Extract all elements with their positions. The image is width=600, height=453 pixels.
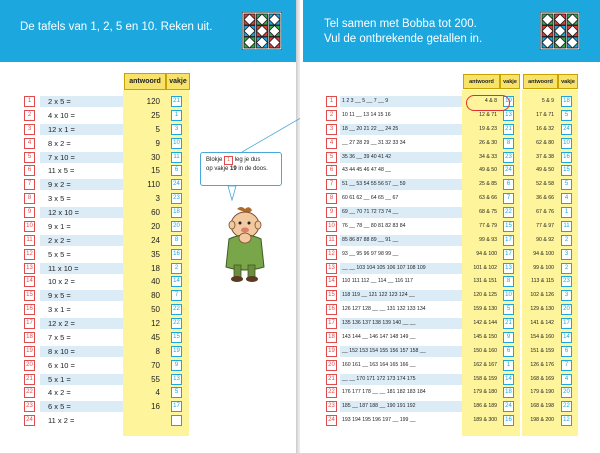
vakje-box-1[interactable]: 21	[503, 124, 514, 135]
answer-value[interactable]: 8	[155, 347, 160, 356]
vakje-box-1[interactable]: 6	[503, 346, 514, 357]
number-sequence: 185 __ 187 188 __ 190 191 192	[342, 403, 416, 409]
vakje-box-1[interactable]: 18	[503, 387, 514, 398]
row-number: 24	[326, 415, 337, 426]
answer-pair-1[interactable]: 120 & 125	[473, 292, 497, 298]
row-number: 3	[326, 124, 337, 135]
vakje-box[interactable]: 19	[171, 346, 182, 357]
answer-pair-1[interactable]: 131 & 151	[473, 278, 497, 284]
number-sequence: 118 119 __ 121 122 123 124 __	[342, 292, 415, 298]
number-sequence: 35 36 __ 39 40 41 42	[342, 154, 392, 160]
answer-pair-2[interactable]: 141 & 142	[530, 320, 554, 326]
vakje-box-1[interactable]: 8	[503, 276, 514, 287]
answer-pair-1[interactable]: 158 & 159	[473, 376, 497, 382]
vakje-box[interactable]: 24	[171, 179, 182, 190]
vakje-box-1[interactable]: 6	[503, 179, 514, 190]
row-number: 18	[326, 332, 337, 343]
answer-pair-2[interactable]: 36 & 66	[536, 195, 554, 201]
vakje-box-2[interactable]: 11	[561, 221, 572, 232]
row-number: 7	[326, 179, 337, 190]
answer-pair-2[interactable]: 67 & 76	[536, 209, 554, 215]
multiplication-expression: 9 x 5 =	[48, 291, 71, 300]
row-number: 16	[24, 304, 35, 315]
row-number: 11	[326, 235, 337, 246]
answer-pair-1[interactable]: 145 & 150	[473, 334, 497, 340]
vakje-box-2[interactable]: 22	[561, 401, 572, 412]
multiplication-expression: 7 x 5 =	[48, 333, 71, 342]
answer-value[interactable]: 24	[151, 236, 160, 245]
vakje-box-1[interactable]: 14	[503, 374, 514, 385]
row-number: 20	[326, 360, 337, 371]
col-antwoord-header: antwoord	[124, 73, 166, 90]
hint-bubble	[200, 152, 282, 186]
vakje-box[interactable]: 9	[171, 360, 182, 371]
number-sequence: 143 144 __ 146 147 148 149 __	[342, 334, 416, 340]
vakje-box[interactable]: 10	[171, 138, 182, 149]
answer-pair-1[interactable]: 25 & 85	[479, 181, 497, 187]
vakje-box[interactable]: 20	[171, 221, 182, 232]
vakje-box[interactable]: 5	[171, 387, 182, 398]
number-sequence: 18 __ 20 21 22 __ 24 25	[342, 126, 399, 132]
vakje-box-1[interactable]: 24	[503, 165, 514, 176]
vakje-box-1[interactable]: 23	[503, 152, 514, 163]
answer-pair-1[interactable]: 150 & 160	[473, 348, 497, 354]
number-sequence: __ 27 28 29 __ 31 32 33 34	[342, 140, 406, 146]
answer-value[interactable]: 60	[151, 208, 160, 217]
vakje-box-2[interactable]: 5	[561, 179, 572, 190]
col2-antwoord-header: antwoord	[523, 74, 558, 89]
number-sequence: 135 136 137 138 139 140 __ __	[342, 320, 416, 326]
vakje-box-2[interactable]: 2	[561, 263, 572, 274]
answer-pair-1[interactable]: 94 & 100	[476, 251, 497, 257]
vakje-box[interactable]: 2	[171, 263, 182, 274]
answer-value[interactable]: 35	[151, 250, 160, 259]
answer-pair-1[interactable]: 49 & 50	[479, 167, 497, 173]
pattern-tile-icon	[540, 12, 580, 50]
row-number: 12	[326, 249, 337, 260]
col-vakje-header: vakje	[166, 73, 190, 90]
answer-value[interactable]: 45	[151, 333, 160, 342]
number-sequence: 176 177 178 __ __ 181 182 183 184	[342, 389, 426, 395]
vakje-box-2[interactable]: 24	[561, 124, 572, 135]
multiplication-expression: 8 x 10 =	[48, 347, 75, 356]
number-sequence: 93 __ 95 96 97 98 99 __	[342, 251, 399, 257]
number-sequence: 193 194 195 196 197 __ 199 __	[342, 417, 416, 423]
number-sequence: __ __ 103 104 105 106 107 108 109	[342, 265, 426, 271]
answer-value[interactable]: 3	[155, 194, 160, 203]
answer-pair-2[interactable]: 5 & 9	[541, 98, 554, 104]
vakje-box-1[interactable]: 19	[503, 96, 514, 107]
right-title-line2: Vul de ontbrekende getallen in.	[324, 33, 483, 45]
multiplication-expression: 3 x 1 =	[48, 305, 71, 314]
vakje-box-2[interactable]: 4	[561, 374, 572, 385]
multiplication-expression: 11 x 5 =	[48, 166, 75, 175]
number-sequence: 69 __ 70 71 72 73 74 __	[342, 209, 399, 215]
multiplication-expression: 12 x 1 =	[48, 125, 75, 134]
row-number: 5	[326, 152, 337, 163]
vakje-box-1[interactable]: 21	[503, 318, 514, 329]
multiplication-expression: 9 x 2 =	[48, 180, 71, 189]
col1-antwoord-header: antwoord	[463, 74, 500, 89]
row-number: 14	[326, 276, 337, 287]
answer-value[interactable]: 9	[155, 139, 160, 148]
answer-value[interactable]: 15	[151, 166, 160, 175]
answer-pair-2[interactable]: 129 & 130	[530, 306, 554, 312]
answer-value[interactable]: 4	[155, 388, 160, 397]
row-number: 15	[24, 290, 35, 301]
left-title: De tafels van 1, 2, 5 en 10. Reken uit.	[20, 21, 213, 33]
answer-pair-2[interactable]: 77 & 97	[536, 223, 554, 229]
answer-pair-2[interactable]: 99 & 100	[533, 265, 554, 271]
answer-pair-1[interactable]: 101 & 102	[473, 265, 497, 271]
answer-pair-1[interactable]: 159 & 130	[473, 306, 497, 312]
row-number: 22	[326, 387, 337, 398]
row-number: 3	[24, 124, 35, 135]
row-number: 24	[24, 415, 35, 426]
multiplication-expression: 5 x 5 =	[48, 250, 71, 259]
vakje-box-1[interactable]: 22	[503, 207, 514, 218]
vakje-box-1[interactable]: 24	[503, 401, 514, 412]
answer-pair-2[interactable]: 94 & 100	[533, 251, 554, 257]
bubble-vakje-number: 19	[230, 166, 237, 172]
answer-value[interactable]: 16	[151, 402, 160, 411]
answer-pair-2[interactable]: 49 & 50	[536, 167, 554, 173]
vakje-box-2[interactable]: 17	[561, 318, 572, 329]
vakje-box-1[interactable]: 7	[503, 193, 514, 204]
number-sequence: 85 86 87 88 89 __ 91 __	[342, 237, 399, 243]
vakje-box[interactable]: 22	[171, 304, 182, 315]
bubble-text-1: Blokje	[206, 157, 223, 163]
answer-pair-1[interactable]: 34 & 33	[479, 154, 497, 160]
vakje-box-1[interactable]: 1	[503, 360, 514, 371]
row-number: 5	[24, 152, 35, 163]
answer-pair-2[interactable]: 151 & 159	[530, 348, 554, 354]
vakje-box-2[interactable]: 14	[561, 332, 572, 343]
answer-pair-1[interactable]: 68 & 75	[479, 209, 497, 215]
answer-value[interactable]: 110	[147, 180, 160, 189]
answer-pair-2[interactable]: 90 & 92	[536, 237, 554, 243]
vakje-box[interactable]: 14	[171, 276, 182, 287]
row-number: 13	[326, 263, 337, 274]
answer-pair-2[interactable]: 113 & 115	[531, 278, 554, 284]
multiplication-expression: 4 x 2 =	[48, 388, 71, 397]
answer-pair-2[interactable]: 37 & 38	[536, 154, 554, 160]
vakje-box-2[interactable]: 4	[561, 193, 572, 204]
number-sequence: 43 44 45 46 47 48 __	[342, 167, 392, 173]
row-number: 21	[326, 374, 337, 385]
vakje-box[interactable]: 15	[171, 332, 182, 343]
row-number: 17	[24, 318, 35, 329]
answer-pair-1[interactable]: 189 & 300	[473, 417, 497, 423]
answer-pair-2[interactable]: 168 & 198	[530, 403, 554, 409]
multiplication-expression: 6 x 10 =	[48, 361, 75, 370]
vakje-box-1[interactable]: 17	[503, 235, 514, 246]
row-number: 1	[326, 96, 337, 107]
row-number: 19	[24, 346, 35, 357]
answer-pair-2[interactable]: 62 & 80	[536, 140, 554, 146]
multiplication-expression: 2 x 2 =	[48, 236, 71, 245]
number-sequence: 110 111 112 __ 114 __ 116 117	[342, 278, 413, 284]
answer-value[interactable]: 40	[151, 277, 160, 286]
vakje-box-1[interactable]: 8	[503, 138, 514, 149]
vakje-box-1[interactable]: 5	[503, 304, 514, 315]
number-sequence: __ __ 170 171 172 173 174 175	[342, 376, 416, 382]
row-number: 12	[24, 249, 35, 260]
vakje-box-2[interactable]: 12	[561, 415, 572, 426]
row-number: 16	[326, 304, 337, 315]
answer-pair-2[interactable]: 102 & 126	[530, 292, 554, 298]
vakje-box[interactable]: 21	[171, 96, 182, 107]
vakje-box-2[interactable]: 3	[561, 249, 572, 260]
row-number: 10	[24, 221, 35, 232]
row-number: 6	[326, 165, 337, 176]
row-number: 10	[326, 221, 337, 232]
row-number: 21	[24, 374, 35, 385]
col1-vakje-header: vakje	[500, 74, 520, 89]
answer-value[interactable]: 20	[151, 222, 160, 231]
answer-value[interactable]: 80	[151, 291, 160, 300]
vakje-box-2[interactable]: 2	[561, 235, 572, 246]
vakje-box-2[interactable]: 15	[561, 165, 572, 176]
example-highlight-circle	[466, 95, 510, 111]
number-sequence: 10 11 __ 13 14 15 16	[342, 112, 391, 118]
vakje-box[interactable]: 7	[171, 290, 182, 301]
vakje-box-1[interactable]: 13	[503, 110, 514, 121]
vakje-box-2[interactable]: 6	[561, 346, 572, 357]
vakje-box[interactable]: 1	[171, 110, 182, 121]
vakje-box[interactable]: 22	[171, 318, 182, 329]
vakje-box[interactable]: 8	[171, 235, 182, 246]
answer-pair-1[interactable]: 4 & 8	[484, 98, 497, 104]
multiplication-expression: 4 x 10 =	[48, 111, 75, 120]
multiplication-expression: 8 x 2 =	[48, 139, 71, 148]
vakje-box-1[interactable]: 13	[503, 263, 514, 274]
row-number: 9	[24, 207, 35, 218]
vakje-box[interactable]: 23	[171, 193, 182, 204]
vakje-box-2[interactable]: 20	[561, 387, 572, 398]
multiplication-expression: 12 x 2 =	[48, 319, 75, 328]
row-number: 23	[326, 401, 337, 412]
multiplication-expression: 9 x 1 =	[48, 222, 71, 231]
bobba-character-icon	[215, 205, 275, 285]
multiplication-expression: 5 x 1 =	[48, 375, 71, 384]
vakje-box-2[interactable]: 20	[561, 304, 572, 315]
answer-pair-1[interactable]: 186 & 189	[473, 403, 497, 409]
answer-pair-2[interactable]: 126 & 176	[530, 362, 554, 368]
vakje-box[interactable]: 11	[171, 152, 182, 163]
row-number: 4	[24, 138, 35, 149]
answer-pair-1[interactable]: 99 & 93	[479, 237, 497, 243]
row-number: 2	[24, 110, 35, 121]
multiplication-expression: 2 x 5 =	[48, 97, 71, 106]
number-sequence: 76 __ 78 __ 80 81 82 83 84	[342, 223, 406, 229]
row-number: 7	[24, 179, 35, 190]
number-sequence: 160 161 __ 163 164 165 166 __	[342, 362, 416, 368]
vakje-box[interactable]: 3	[171, 124, 182, 135]
answer-pair-2[interactable]: 198 & 200	[530, 417, 554, 423]
row-number: 13	[24, 263, 35, 274]
answer-value[interactable]: 70	[151, 361, 160, 370]
answer-pair-1[interactable]: 26 & 30	[479, 140, 497, 146]
row-number: 20	[24, 360, 35, 371]
answer-pair-2[interactable]: 16 & 32	[536, 126, 554, 132]
multiplication-expression: 7 x 10 =	[48, 153, 75, 162]
answer-pair-1[interactable]: 179 & 180	[473, 389, 497, 395]
answer-value[interactable]: 120	[146, 97, 160, 106]
answer-value[interactable]: 50	[151, 305, 160, 314]
vakje-box-2[interactable]: 3	[561, 290, 572, 301]
number-sequence: 51 __ 53 54 55 56 57 __ 59	[342, 181, 406, 187]
vakje-box[interactable]: 18	[171, 207, 182, 218]
row-number: 8	[24, 193, 35, 204]
number-sequence: 126 127 128 __ __ 131 132 133 134	[342, 306, 426, 312]
answer-pair-1[interactable]: 142 & 144	[473, 320, 497, 326]
vakje-box-1[interactable]: 16	[503, 415, 514, 426]
right-page	[300, 0, 600, 453]
vakje-box-1[interactable]: 15	[503, 221, 514, 232]
vakje-box-2[interactable]: 23	[561, 276, 572, 287]
row-number: 17	[326, 318, 337, 329]
multiplication-expression: 11 x 10 =	[48, 264, 79, 273]
multiplication-expression: 3 x 5 =	[48, 194, 71, 203]
answer-pair-2[interactable]: 52 & 58	[536, 181, 554, 187]
multiplication-expression: 6 x 5 =	[48, 402, 71, 411]
answer-value[interactable]: 12	[151, 319, 160, 328]
vakje-box-2[interactable]: 5	[561, 110, 572, 121]
answer-value[interactable]: 18	[151, 264, 160, 273]
answer-pair-2[interactable]: 168 & 169	[530, 376, 554, 382]
vakje-box-2[interactable]: 10	[561, 138, 572, 149]
col2-vakje-header: vakje	[558, 74, 578, 89]
answer-pair-1[interactable]: 63 & 66	[479, 195, 497, 201]
row-number: 6	[24, 165, 35, 176]
vakje-box-2[interactable]: 1	[561, 207, 572, 218]
vakje-box-2[interactable]: 16	[561, 152, 572, 163]
multiplication-expression: 12 x 10 =	[48, 208, 80, 217]
row-number: 14	[24, 276, 35, 287]
vakje-box-1[interactable]: 10	[503, 290, 514, 301]
answer-pair-2[interactable]: 17 & 71	[536, 112, 554, 118]
vakje-box-1[interactable]: 9	[503, 332, 514, 343]
answer-value[interactable]: 30	[151, 153, 160, 162]
answer-pair-2[interactable]: 179 & 190	[530, 389, 554, 395]
vakje-box[interactable]: 17	[171, 401, 182, 412]
vakje-box-1[interactable]: 17	[503, 249, 514, 260]
answer-pair-2[interactable]: 154 & 160	[530, 334, 554, 340]
bubble-text-2: leg je dus	[234, 157, 261, 163]
answer-pair-1[interactable]: 12 & 71	[479, 112, 497, 118]
bubble-text-4: in de doos.	[238, 166, 268, 172]
right-title-line1: Tel samen met Bobba tot 200.	[324, 18, 477, 30]
vakje-box-2[interactable]: 7	[561, 360, 572, 371]
bubble-row-number: 1	[224, 156, 233, 165]
answer-pair-1[interactable]: 162 & 167	[473, 362, 497, 368]
row-number: 18	[24, 332, 35, 343]
vakje-box-2[interactable]: 18	[561, 96, 572, 107]
bubble-text-3: op vakje	[206, 166, 229, 172]
number-sequence: 1 2 3 __ 5 __ 7 __ 9	[342, 98, 389, 104]
right-title	[324, 17, 482, 47]
answer-value[interactable]: 55	[151, 375, 160, 384]
row-number: 11	[24, 235, 35, 246]
row-number: 22	[24, 387, 35, 398]
answer-pair-1[interactable]: 19 & 23	[479, 126, 497, 132]
number-sequence: __ 152 153 154 155 156 157 158 __	[342, 348, 426, 354]
row-number: 4	[326, 138, 337, 149]
row-number: 19	[326, 346, 337, 357]
answer-pair-1[interactable]: 77 & 79	[479, 223, 497, 229]
vakje-box[interactable]: 6	[171, 165, 182, 176]
row-number: 23	[24, 401, 35, 412]
row-number: 1	[24, 96, 35, 107]
vakje-box[interactable]: 13	[171, 374, 182, 385]
row-number: 2	[326, 110, 337, 121]
row-number: 8	[326, 193, 337, 204]
vakje-box[interactable]: 16	[171, 249, 182, 260]
multiplication-expression: 11 x 2 =	[48, 416, 75, 425]
answer-value[interactable]: 5	[155, 125, 160, 134]
answer-value[interactable]: 25	[151, 111, 160, 120]
row-number: 15	[326, 290, 337, 301]
row-number: 9	[326, 207, 337, 218]
multiplication-expression: 10 x 2 =	[48, 277, 75, 286]
number-sequence: 60 61 62 __ 64 65 __ 67	[342, 195, 399, 201]
